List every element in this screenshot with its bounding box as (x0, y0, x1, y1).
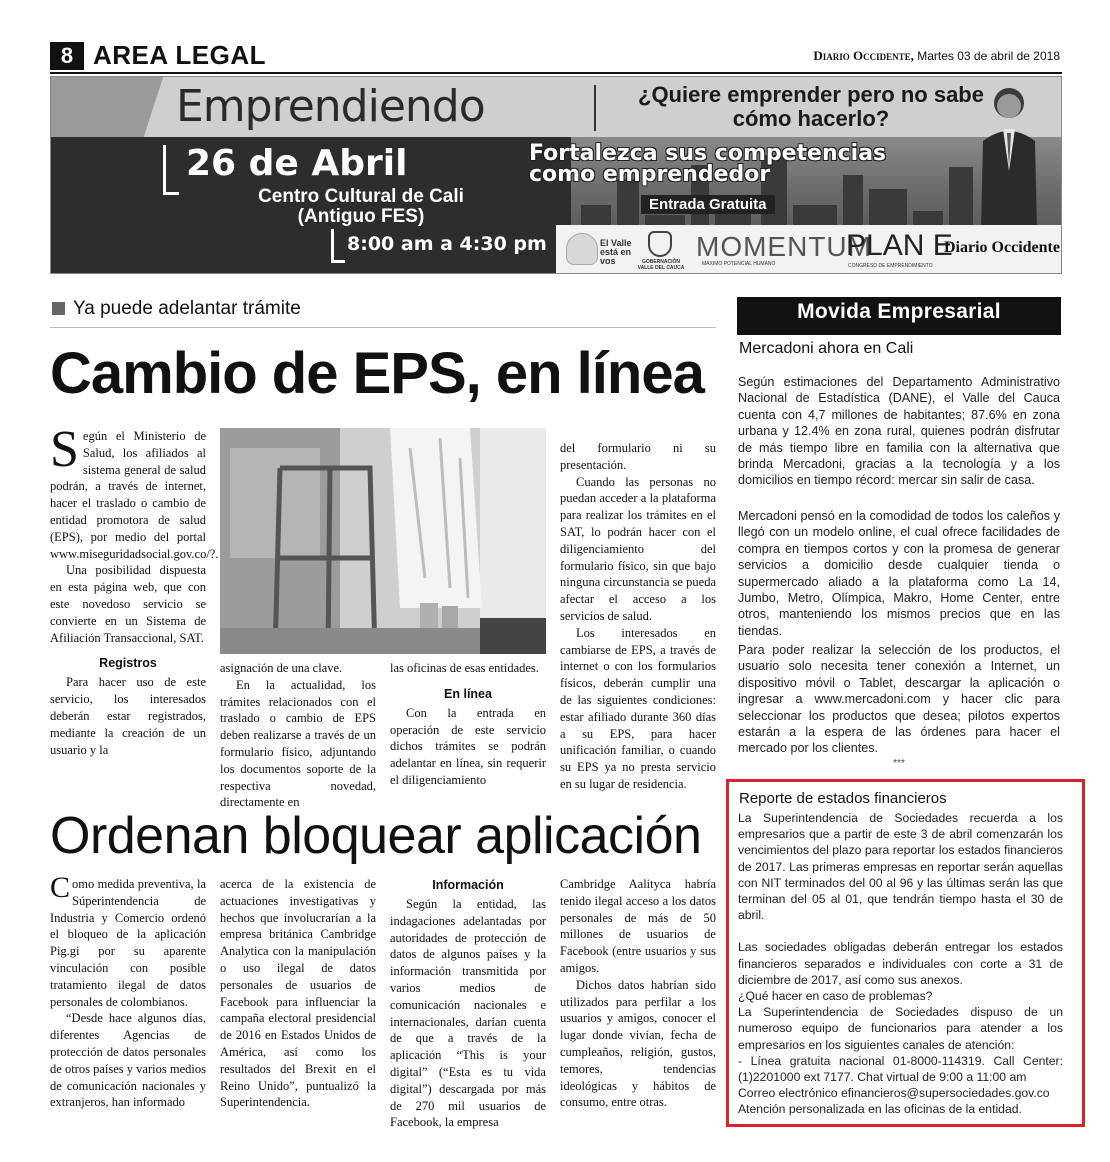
paragraph: Dichos datos habrían sido utilizados para perfilar a los usuarios y amigos, conocer el lugar donde vivían, fecha de cumpleaños, religión, gustos, temores, tendencias ideológicas y hábitos de consumo, entre otras. (560, 977, 716, 1110)
drop-cap: C (50, 871, 71, 904)
paragraph: Una posibilidad dispuesta en esta página web, que con este novedoso servicio se convierte en un Sistema de Afiliación Transaccional, SAT. (50, 563, 206, 645)
header-rule (50, 72, 1062, 74)
paragraph: acerca de la existencia de actuaciones investigativas y hechos que involucrarían a la empresa británica Cambridge Analytica con la manipulación o uso ilegal de datos personales de usuarios de Facebook para influenciar la campaña electoral presidencial de 2016 en Estados Unidos de América, así como los resultados del Brexit en el Reino Unido”, puntualizó la Superintendencia. (220, 877, 376, 1110)
valle-logo-text: El Valle está en vos (600, 238, 632, 266)
paragraph: Con la entrada en operación de este servicio dichos trámites se podrán adelantar en línea, sin requerir el diligenciamiento (390, 705, 546, 787)
contact-office: Atención personalizada en las oficinas de la entidad. (738, 1102, 1022, 1117)
paragraph: Según estimaciones del Departamento Administrativo Nacional de Estadística (DANE), el Valle del Cauca cuenta con 4,7 millones de habitantes; 87.6% en zona urbana y 12.4% en zona rural, quienes podrán disfrutar de más tiempo libre en familia con la alternativa que brinda Mercadoni, gracias a la tecnología y a los domicilios en tiempo récord: mercar sin salir de casa. (738, 375, 1060, 488)
plane-logo-sub: CONGRESO DE EMPRENDIMIENTO (848, 263, 933, 269)
paragraph: Cuando las personas no puedan acceder a la plataforma para realizar los trámites en el SAT, lo podrán hacer con el diligenciamiento del formulario físico, sin que bajo ninguna circunstancia se pueda afectar el acceso a los servicios de salud. (560, 474, 716, 623)
article2-column-4 (560, 876, 716, 1136)
article1-column-4 (560, 440, 716, 800)
banner-question: ¿Quiere emprender pero no sabe cómo hacerlo? (638, 82, 984, 131)
paragraph: Cambridge Aalityca habría tenido ilegal acceso a los datos personales de más de 50 millones de usuarios de Facebook (entre usuarios y sus amigos. (560, 877, 716, 975)
article2-column-2 (220, 876, 376, 1136)
kicker-text: Ya puede adelantar trámite (73, 298, 301, 319)
paragraph: Para hacer uso de este servicio, los interesados deberán estar registrados, mediante la creación de un usuario y la (50, 675, 206, 757)
free-entry-label: Entrada Gratuita (641, 195, 775, 214)
walker-patient-photo (220, 428, 546, 654)
issue-date: Martes 03 de abril de 2018 (917, 49, 1060, 63)
square-bullet-icon (52, 302, 65, 315)
sidebar-paragraph-2 (738, 508, 1060, 639)
paragraph (50, 421, 219, 562)
momentum-logo-sub: MÁXIMO POTENCIAL HUMANO (702, 261, 776, 267)
date-bracket (163, 145, 179, 195)
paragraph: asignación de una clave. (220, 661, 343, 675)
report-title: Reporte de estados financieros (739, 790, 947, 807)
event-date: 26 de Abril (186, 143, 408, 184)
subhead-informacion: Información (432, 878, 504, 892)
time-bracket (331, 229, 345, 263)
article1-column-2 (220, 660, 376, 810)
paragraph: Según la entidad, las indagaciones adelantadas por autoridades de protección de datos de algunos países y la información transmitida por varios medios de comunicación nacionales e internacionales, darían cuenta de que a través de la aplicación “This is your digital” (“Esta es tu vida digital”) descargada por más de 270 mil usuarios de Facebook, la empresa (390, 897, 546, 1130)
paragraph: Las sociedades obligadas deberán entregar los estados financieros separados e individuales con corte a 31 de diciembre de 2017, así como sus anexos. (738, 940, 1063, 987)
sidebar-title: Movida Empresarial (737, 297, 1061, 335)
article2-column-3 (390, 876, 546, 1136)
paragraph: “Desde hace algunos días, diferentes Agencias de protección de datos personales de otros países y varios medios de comunicación nacionales y extranjeros, han informado (50, 1011, 206, 1110)
event-name: Emprendiendo (176, 81, 485, 132)
sidebar-paragraph-1 (738, 374, 1060, 489)
subhead-en-linea: En línea (444, 686, 492, 701)
venue-line-2: (Antiguo FES) (297, 206, 425, 227)
subhead-registros: Registros (99, 656, 157, 671)
gobernacion-logo-text: GOBERNACIÓN VALLE DEL CAUCA (637, 259, 685, 271)
contact-email: Correo electrónico efinancieros@supersociedades.gov.co (738, 1086, 1050, 1101)
banner-tagline (529, 143, 886, 185)
article1-column-3 (390, 660, 546, 800)
kicker-rule (50, 327, 716, 328)
section-title: AREA LEGAL (93, 40, 267, 70)
event-banner (50, 76, 1062, 274)
report-body (738, 810, 1063, 1118)
paragraph: del formulario ni su presentación. (560, 441, 716, 472)
plane-logo: PLAN E (846, 229, 953, 262)
article2-column-1 (50, 871, 206, 1136)
event-venue (211, 187, 511, 227)
section-separator: *** (893, 758, 905, 769)
sidebar-subtitle: Mercadoni ahora en Cali (739, 340, 914, 357)
article-kicker (52, 298, 301, 320)
venue-line-1: Centro Cultural de Cali (258, 186, 464, 207)
paragraph: Los interesados en cambiarse de EPS, a través de internet o con los formularios físicos, deberán cumplir una de las siguientes condiciones: estar afiliado durante 360 días a su EPS, para hacer unificación familiar, o cuando su EPS ya no presta servicio en su lugar de residencia. (560, 625, 716, 791)
paragraph: La Superintendencia de Sociedades dispuso de un numeroso equipo de funcionarios para atender a los empresarios en los siguientes canales de atención: (738, 1005, 1063, 1052)
paragraph: Para poder realizar la selección de los productos, el usuario solo necesita tener conexión a Internet, un dispositivo móvil o Tablet, descargar la aplicación o ingresar a www.mercadoni.com y hacer clic para seleccionar los productos que desea; pilotos expertos estarán a la espera de las órdenes para hacer el mercado por los clientes. (738, 643, 1060, 756)
photo-illustration (220, 428, 546, 654)
heart-icon (566, 233, 598, 265)
paragraph (50, 871, 206, 1010)
newspaper-name: Diario Occidente, (813, 48, 914, 63)
paragraph-text: omo medida preventiva, la Súperintendencia de Industria y Comercio ordenó el bloqueo de la aplicación Pig.gi por su aparente vinculación con posible tratamiento ilegal de datos personales de colombianos. (50, 877, 206, 1009)
momentum-logo: MOMENTUM (696, 231, 872, 262)
paragraph: Mercadoni pensó en la comodidad de todos los caleños y llegó con un modelo online, el cual ofrece facilidades de compra en tiempos cortos y con la promesa de generar servicios a domicilio desde cualquier tienda o supermercado aliado a la plataforma como La 14, Jumbo, Metro, Olímpica, Makro, Home Center, entre otros, manteniendo los mismos precios que en las tiendas. (738, 509, 1060, 638)
diario-occidente-logo: Diario Occidente (944, 239, 1060, 256)
contact-line: - Línea gratuita nacional 01-8000-114319. Call Center: (1)2201000 ext 7177. Chat virtual de 9:00 a 11:00 am (738, 1053, 1063, 1085)
article1-column-1 (50, 421, 219, 798)
banner-divider (594, 85, 596, 131)
page-number: 8 (50, 42, 84, 70)
paragraph: las oficinas de esas entidades. (390, 661, 539, 675)
tagline-line-2: como emprendedor (529, 162, 771, 187)
paragraph: En la actualidad, los trámites relacionados con el traslado o cambio de EPS deben realizarse a través de un formulario físico, adjuntando los documentos soporte de la respectiva novedad, directamente en (220, 677, 376, 810)
drop-cap: S (50, 421, 79, 478)
article-headline-app: Ordenan bloquear aplicación (50, 807, 702, 865)
masthead (813, 48, 1060, 64)
coat-of-arms-icon (648, 231, 672, 257)
article-headline-eps: Cambio de EPS, en línea (50, 341, 704, 406)
sidebar-paragraph-3 (738, 642, 1060, 757)
presenter-photo (977, 81, 1041, 231)
tagline-line-1: Fortalezca sus competencias (529, 141, 887, 166)
report-question: ¿Qué hacer en caso de problemas? (738, 989, 933, 1004)
event-time: 8:00 am a 4:30 pm (347, 233, 547, 255)
sponsor-logos (556, 225, 1062, 274)
paragraph: La Superintendencia de Sociedades recuerda a los empresarios que a partir de este 3 de abril comenzarán los vencimientos del plazo para reportar los estados financieros de 2017. Las primeras empresas en reportar serán aquellas con NIT terminados del 00 al 96 y las últimas serán las que terminan del 05 al 01, que tendrán tiempo hasta el 30 de abril. (738, 811, 1063, 923)
paragraph-text: egún el Ministerio de Salud, los afiliados al sistema general de salud podrán, a través de internet, hacer el traslado o cambio de entidad promotora de salud (EPS), por medio del portal www.miseguridadsocial.gov.co/?. (50, 429, 219, 561)
